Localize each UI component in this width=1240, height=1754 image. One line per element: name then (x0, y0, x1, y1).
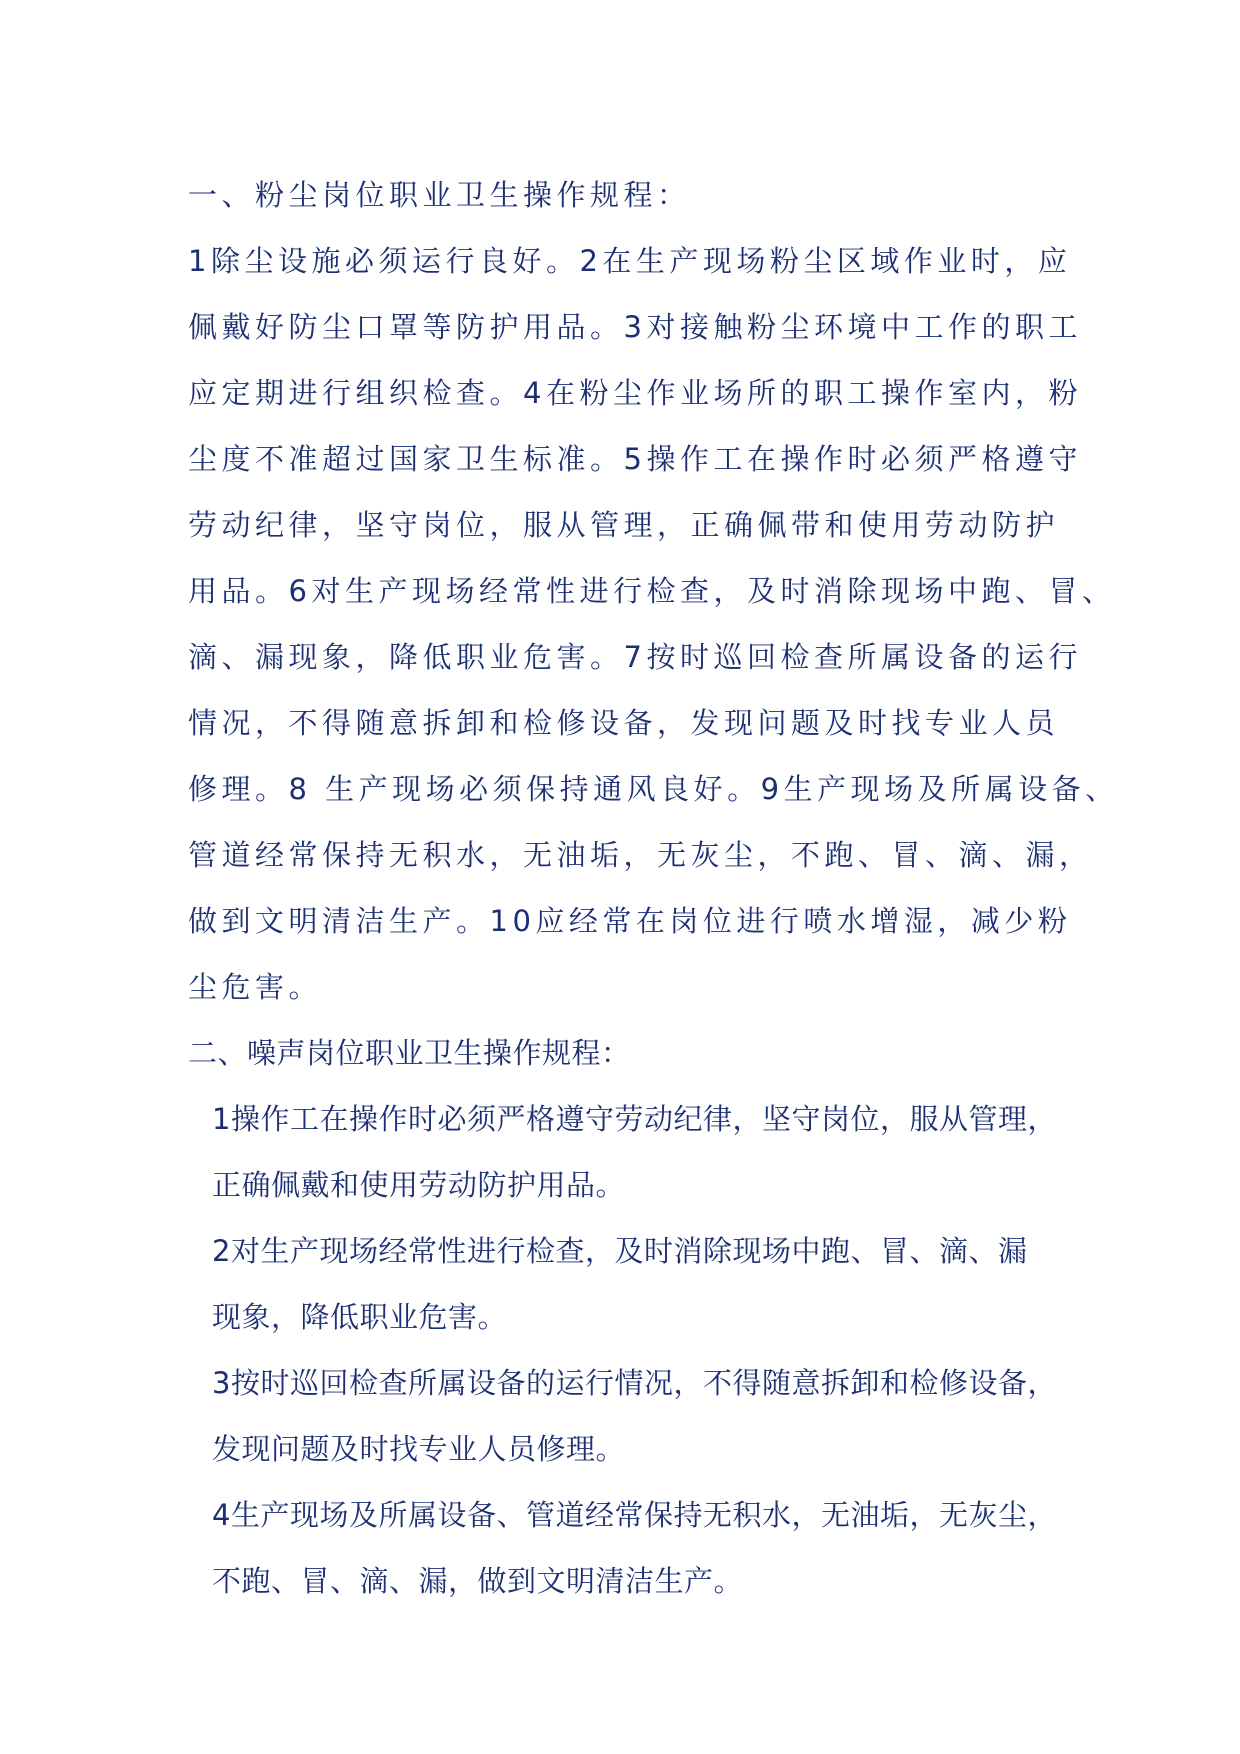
section-2-line: 不跑、冒、滴、漏，做到文明清洁生产。 (212, 1564, 744, 1598)
section-1-line: 滴、漏现象，降低职业危害。7按时巡回检查所属设备的运行 (188, 640, 1082, 674)
section-1-line: 尘危害。 (188, 970, 323, 1004)
section-2-line: 现象，降低职业危害。 (212, 1300, 508, 1334)
section-1-line: 尘度不准超过国家卫生标准。5操作工在操作时必须严格遵守 (188, 442, 1082, 476)
section-2-line: 4生产现场及所属设备、管道经常保持无积水，无油垢，无灰尘， (212, 1498, 1057, 1532)
section-2-heading: 二、噪声岗位职业卫生操作规程： (188, 1036, 631, 1070)
section-1-line: 应定期进行组织检查。4在粉尘作业场所的职工操作室内，粉 (188, 376, 1082, 410)
section-2-line: 正确佩戴和使用劳动防护用品。 (212, 1168, 626, 1202)
section-1-line: 佩戴好防尘口罩等防护用品。3对接触粉尘环境中工作的职工 (188, 310, 1082, 344)
section-1-line: 情况，不得随意拆卸和检修设备，发现问题及时找专业人员 (188, 706, 1060, 740)
section-1-line: 管道经常保持无积水，无油垢，无灰尘，不跑、冒、滴、漏， (188, 838, 1093, 872)
section-1-line: 1除尘设施必须运行良好。2在生产现场粉尘区域作业时，应 (188, 244, 1072, 278)
section-1-heading: 一、粉尘岗位职业卫生操作规程： (188, 178, 691, 212)
section-1-line: 做到文明清洁生产。10应经常在岗位进行喷水增湿，减少粉 (188, 904, 1072, 938)
section-2-line: 3按时巡回检查所属设备的运行情况，不得随意拆卸和检修设备， (212, 1366, 1057, 1400)
section-2-line: 1操作工在操作时必须严格遵守劳动纪律，坚守岗位，服从管理， (212, 1102, 1057, 1136)
section-1-line: 劳动纪律，坚守岗位，服从管理，正确佩带和使用劳动防护 (188, 508, 1060, 542)
section-2-line: 2对生产现场经常性进行检查，及时消除现场中跑、冒、滴、漏 (212, 1234, 1028, 1268)
section-1-line: 修理。8 生产现场必须保持通风良好。9生产现场及所属设备、 (188, 772, 1119, 806)
section-2-line: 发现问题及时找专业人员修理。 (212, 1432, 626, 1466)
section-1-line: 用品。6对生产现场经常性进行检查，及时消除现场中跑、冒、 (188, 574, 1116, 608)
